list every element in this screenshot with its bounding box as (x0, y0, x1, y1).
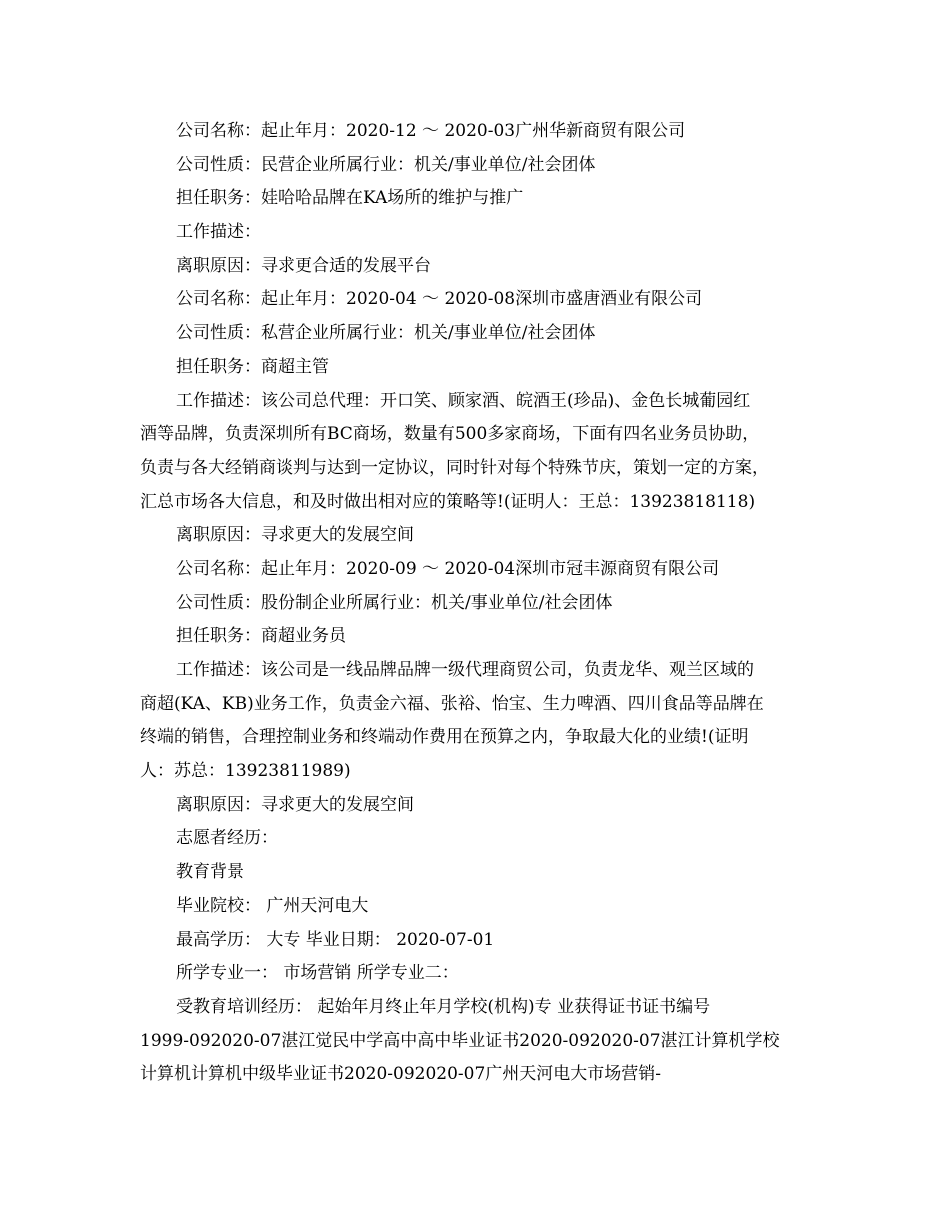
text-line: 负责与各大经销商谈判与达到一定协议，同时针对每个特殊节庆，策划一定的方案， (140, 457, 769, 478)
text-line: 酒等品牌，负责深圳所有BC商场，数量有500多家商场，下面有四名业务员协助， (140, 424, 760, 445)
text-line: 离职原因：寻求更大的发展空间 (176, 525, 414, 546)
resume-text (140, 115, 820, 1092)
text-line: 担任职务：娃哈哈品牌在KA场所的维护与推广 (176, 188, 524, 209)
text-line: 志愿者经历： (176, 828, 278, 849)
text-line: 担任职务：商超业务员 (176, 626, 346, 647)
text-line: 终端的销售，合理控制业务和终端动作费用在预算之内，争取最大化的业绩!(证明 (140, 727, 749, 748)
text-line: 公司性质：私营企业所属行业：机关/事业单位/社会团体 (176, 323, 596, 344)
text-line: 工作描述：该公司是一线品牌品牌一级代理商贸公司，负责龙华、观兰区域的 (176, 660, 754, 680)
text-line: 计算机计算机中级毕业证书2020-092020-07广州天河电大市场营销- (140, 1064, 662, 1085)
text-line: 教育背景 (176, 862, 244, 883)
text-line: 离职原因：寻求更大的发展空间 (176, 794, 414, 815)
text-line: 所学专业一： 市场营销 所学专业二： (176, 963, 459, 984)
text-line: 人：苏总：13923811989) (140, 761, 351, 782)
text-line: 工作描述：该公司总代理：开口笑、顾家酒、皖酒王(珍品)、金色长城葡园红 (176, 390, 751, 411)
text-line: 受教育培训经历： 起始年月终止年月学校(机构)专 业获得证书证书编号 (176, 996, 711, 1017)
text-line: 离职原因：寻求更合适的发展平台 (176, 255, 431, 276)
text-line: 毕业院校： 广州天河电大 (176, 895, 369, 916)
text-line: 工作描述： (176, 222, 261, 243)
text-line: 公司性质：股份制企业所属行业：机关/事业单位/社会团体 (176, 592, 613, 613)
text-line: 公司名称：起止年月：2020-04 ～ 2020-08深圳市盛唐酒业有限公司 (176, 289, 703, 310)
text-line: 公司名称：起止年月：2020-09 ～ 2020-04深圳市冠丰源商贸有限公司 (176, 558, 720, 579)
text-line: 汇总市场各大信息，和及时做出相对应的策略等!(证明人：王总：13923818118) (140, 491, 756, 512)
text-line: 公司性质：民营企业所属行业：机关/事业单位/社会团体 (176, 154, 596, 175)
text-line: 担任职务：商超主管 (176, 356, 329, 377)
text-line: 公司名称：起止年月：2020-12 ～ 2020-03广州华新商贸有限公司 (176, 121, 686, 141)
text-line: 1999-092020-07湛江觉民中学高中高中毕业证书2020-092020-07湛江计算机学校 (140, 1030, 780, 1051)
text-line: 商超(KA、KB)业务工作，负责金六福、张裕、怡宝、生力啤酒、四川食品等品牌在 (140, 693, 764, 714)
text-line: 最高学历： 大专 毕业日期： 2020-07-01 (176, 929, 495, 950)
